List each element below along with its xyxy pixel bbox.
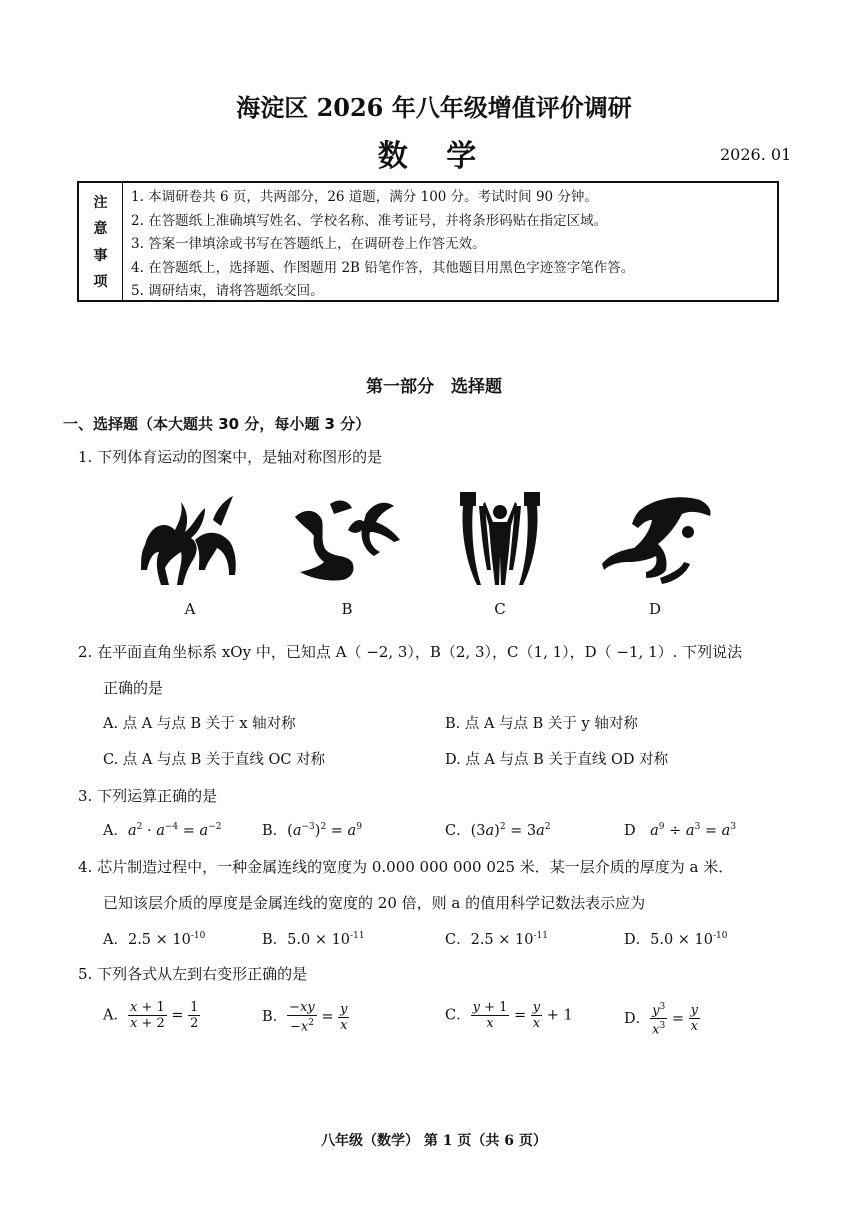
question-5-option-d: D． $\frac{y^3}{x^3}$ = $\frac{y}{x}$ <box>624 1002 698 1038</box>
swimming-pictogram-icon <box>290 492 405 587</box>
question-5-option-b: B． $\frac{-xy}{-x^2}$ = $\frac{y}{x}$ <box>262 1000 348 1035</box>
figure-label: C <box>494 600 506 618</box>
notice-label-char: 项 <box>93 273 108 290</box>
figure-label: A <box>184 600 196 618</box>
option-label: C． <box>445 1007 471 1024</box>
question-3-option-b: B．$(a^{-3})^2 = a^9$ <box>262 822 362 839</box>
question-2-option-c: C. 点 A 与点 B 关于直线 OC 对称 <box>103 752 326 768</box>
figure-label: D <box>648 600 662 618</box>
question-2-stem-continued: 正确的是 <box>103 679 164 697</box>
option-label: C． <box>445 823 471 839</box>
subject-title: 数 学 <box>377 139 491 174</box>
weightlifting-pictogram-icon <box>455 490 545 590</box>
exponent: -11 <box>350 931 365 942</box>
option-label: D <box>624 823 636 839</box>
section-title: 一、选择题（本大题共 30 分，每小题 3 分） <box>63 415 371 433</box>
notice-item: 1. 本调研卷共 6 页，共两部分，26 道题，满分 100 分。考试时间 90 分钟。 <box>131 189 598 205</box>
question-2-option-d: D. 点 A 与点 B 关于直线 OD 对称 <box>445 752 669 768</box>
notice-item: 3. 答案一律填涂或书写在答题纸上，在调研卷上作答无效。 <box>131 236 486 252</box>
exam-title: 海淀区 2026 年八年级增值评价调研 <box>236 93 632 122</box>
question-4-option-d <box>624 928 728 949</box>
part-title: 第一部分 选择题 <box>366 377 502 397</box>
question-4-stem: 4. 芯片制造过程中，一种金属连线的宽度为 0.000 000 000 025 米．某一层介质的厚度为 a 米． <box>78 858 734 876</box>
notice-label-char: 意 <box>93 221 108 238</box>
exponent: -10 <box>190 931 206 942</box>
option-label: D． <box>624 1010 651 1027</box>
notice-item: 5. 调研结束，请将答题纸交回。 <box>131 283 324 299</box>
notice-label-char: 注 <box>93 195 108 212</box>
question-1-stem: 1. 下列体育运动的图案中，是轴对称图形的是 <box>78 448 383 466</box>
question-3-option-c: C．$(3a)^2 = 3a^2$ <box>445 822 551 839</box>
figure-label: B <box>341 600 353 618</box>
exam-date: 2026. 01 <box>720 145 792 164</box>
question-4-option-c <box>445 928 548 949</box>
question-2-stem: 2. 在平面直角坐标系 xOy 中，已知点 A（ −2, 3），B（2, 3），C（1, 1），D（ −1, 1）. 下列说法 <box>78 643 743 661</box>
option-text: A．2.5 × 10 <box>103 932 191 948</box>
option-text: C．2.5 × 10 <box>445 932 534 948</box>
option-text: B．5.0 × 10 <box>262 932 351 948</box>
option-text: D．5.0 × 10 <box>624 932 714 948</box>
notice-box <box>77 181 779 302</box>
question-4-option-b <box>262 928 365 949</box>
page-footer: 八年级（数学） 第 1 页（共 6 页） <box>321 1133 547 1149</box>
question-3-stem: 3. 下列运算正确的是 <box>78 787 218 805</box>
question-3-option-d: D $a^9 \div a^3 = a^3$ <box>624 822 737 839</box>
question-5-option-a: A． $\frac{x + 1}{x + 2}$ = $\frac{1}{2}$ <box>103 1000 199 1031</box>
notice-list <box>131 186 771 304</box>
option-label: A． <box>103 1007 128 1024</box>
question-2-option-a: A. 点 A 与点 B 关于 x 轴对称 <box>103 716 296 732</box>
notice-label-char: 事 <box>93 247 108 264</box>
question-3-option-a: A．$a^2 \cdot a^{-4} = a^{-2}$ <box>103 822 222 839</box>
exponent: -11 <box>533 931 548 942</box>
option-label: A． <box>103 823 128 839</box>
running-pictogram-icon <box>600 492 715 587</box>
notice-item: 4. 在答题纸上，选择题、作图题用 2B 铅笔作答，其他题目用黑色字迹签字笔作答。 <box>131 259 635 276</box>
wrestling-pictogram-icon <box>135 490 245 590</box>
question-2-option-b: B. 点 A 与点 B 关于 y 轴对称 <box>445 716 638 732</box>
option-label: B． <box>262 1009 288 1026</box>
question-5-option-c: C． $\frac{y + 1}{x}$ = $\frac{y}{x}$ + 1 <box>445 1000 573 1031</box>
notice-label <box>79 183 123 300</box>
question-4-option-a <box>103 928 205 949</box>
question-5-stem: 5. 下列各式从左到右变形正确的是 <box>78 965 308 983</box>
question-4-stem-continued: 已知该层介质的厚度是金属连线的宽度的 20 倍，则 a 的值用科学记数法表示应为 <box>103 894 646 912</box>
option-label: B． <box>262 823 288 839</box>
exponent: -10 <box>713 931 728 942</box>
notice-item: 2. 在答题纸上准确填写姓名、学校名称、准考证号，并将条形码贴在指定区域。 <box>131 212 608 229</box>
